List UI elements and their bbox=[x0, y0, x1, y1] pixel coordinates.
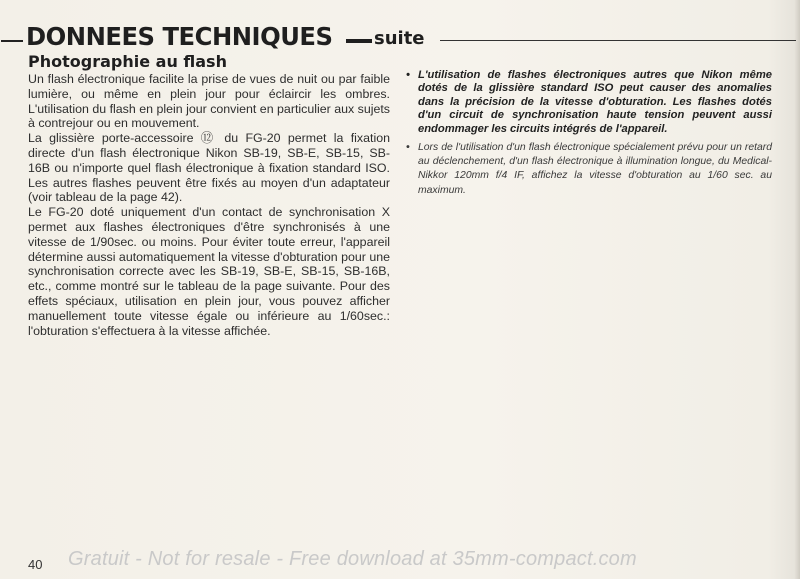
header-lead-dash bbox=[1, 40, 23, 42]
header-separator-dash bbox=[346, 39, 372, 43]
page-edge-shadow bbox=[794, 0, 800, 579]
notes-column bbox=[406, 69, 772, 198]
note-warning-text: L'utilisation de flashes électroniques autres que Nikon même dotés de la glissière standard ISO peut causer des anomalies dans la précision de la vitesse d'obturation. Les flashes dotés d'un circuit de synchronisation haute tension peuvent aussi endommager les circuits intégrés de l'appareil. bbox=[418, 69, 772, 135]
main-text-column bbox=[28, 72, 390, 338]
paragraph-sync: Le FG-20 doté uniquement d'un contact de synchronisation X permet aux flashes électroniques d'être synchronisés à une vitesse de 1/90sec. ou moins. Pour éviter toute erreur, l'appareil détermine aussi automatiquement la vitesse d'obturation pour une synchronisation correcte avec les SB-19, SB-E, SB-15, SB-16B, etc., comme montré sur le tableau de la page suivante. Pour des effets spéciaux, utilisation en plein jour, vous pouvez afficher manuellement toute vitesse égale ou inférieure au 1/60sec.: l'obturation s'effectuera à la vitesse affichée. bbox=[28, 205, 390, 338]
paragraph-intro: Un flash électronique facilite la prise de vues de nuit ou par faible lumière, ou même en plein jour pour éclaircir les ombres. L'utilisation du flash en plein jour convient en particulier aux sujets à contrejour ou en mouvement. bbox=[28, 72, 390, 131]
header-rule bbox=[440, 40, 796, 41]
page-number: 40 bbox=[28, 557, 43, 572]
watermark: Gratuit - Not for resale - Free download at 35mm-compact.com bbox=[68, 548, 637, 570]
note-tip bbox=[406, 141, 772, 198]
section-heading: Photographie au flash bbox=[28, 52, 227, 71]
note-warning bbox=[406, 69, 772, 136]
bullet-icon: • bbox=[406, 69, 410, 81]
note-tip-text: Lors de l'utilisation d'un flash électronique spécialement prévu pour un retard au déclenchement, d'un flash électronique à illumination longue, du Medical-Nikkor 120mm f/4 IF, affichez la vitesse d'obturation au 1/60 sec. au maximum. bbox=[418, 142, 772, 196]
paragraph-accessory-shoe: La glissière porte-accessoire ⑫ du FG-20 permet la fixation directe d'un flash électronique Nikon SB-19, SB-E, SB-15, SB-16B ou n'importe quel flash électronique à fixation standard ISO. Les autres flashes peuvent être fixés au moyen d'un adaptateur (voir tableau de la page 42). bbox=[28, 131, 390, 205]
bullet-icon: • bbox=[406, 142, 410, 154]
page-title-suffix: suite bbox=[374, 28, 425, 49]
page-title: DONNEES TECHNIQUES bbox=[26, 22, 333, 51]
